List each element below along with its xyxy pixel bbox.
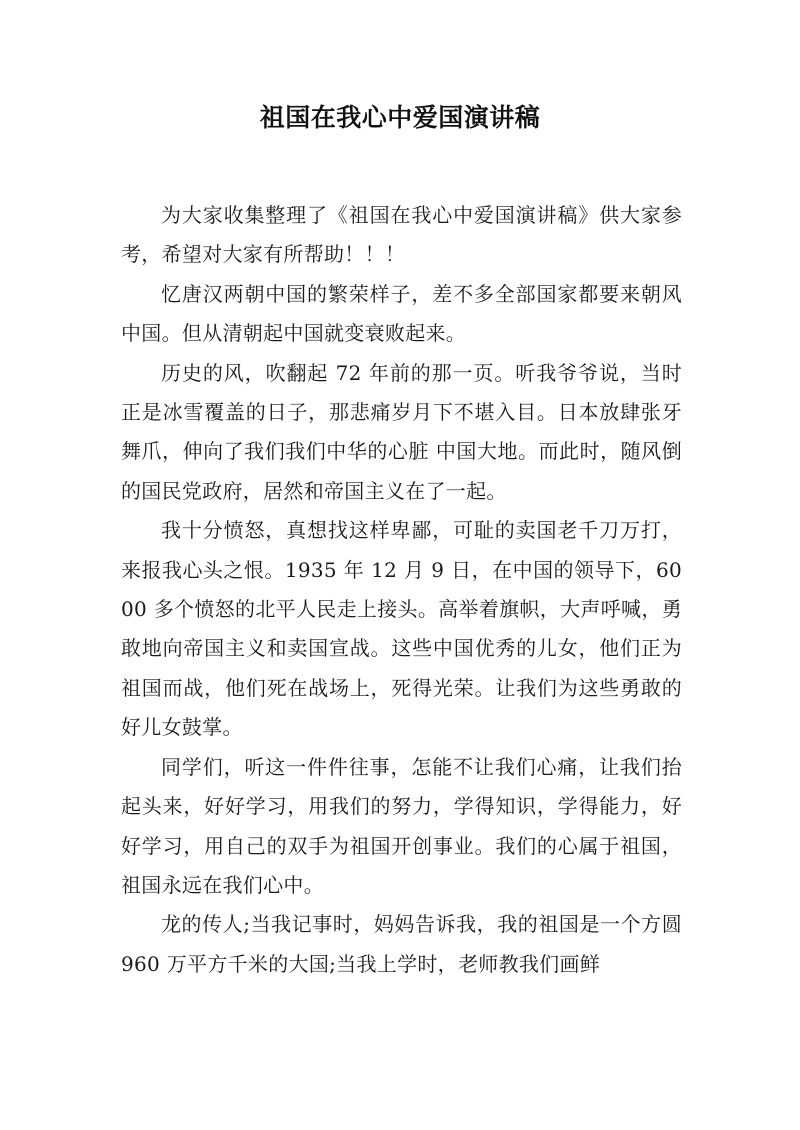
- paragraph-intro: 为大家收集整理了《祖国在我心中爱国演讲稿》供大家参考，希望对大家有所帮助！！！: [121, 203, 682, 267]
- paragraph-anger: 我十分愤怒，真想找这样卑鄙，可耻的卖国老千刀万打，来报我心头之恨。1935 年 12 月 9 日，在中国的领导下，6000 多个愤怒的北平人民走上接头。高举着旗帜，大声呼喊，勇敢地向帝国主义和卖国宣战。这些中国优秀的儿女，他们正为祖国而战，他们死在战场上，死得光荣。让我们为这些勇敢的好儿女鼓掌。: [121, 518, 682, 740]
- paragraph-classmates: 同学们，听这一件件往事，怎能不让我们心痛，让我们抬起头来，好好学习，用我们的努力，学得知识，学得能力，好好学习，用自己的双手为祖国开创事业。我们的心属于祖国，祖国永远在我们心中。: [121, 754, 682, 897]
- document-body: [121, 196, 682, 984]
- document-title: 祖国在我心中爱国演讲稿: [259, 103, 541, 132]
- paragraph-history: 历史的风，吹翻起 72 年前的那一页。听我爷爷说，当时正是冰雪覆盖的日子，那悲痛岁月下不堪入目。日本放肆张牙舞爪，伸向了我们我们中华的心脏 中国大地。而此时，随风倒的国民党政府，居然和帝国主义在了一起。: [121, 360, 682, 503]
- paragraph-tang-han: 忆唐汉两朝中国的繁荣样子，差不多全部国家都要来朝风中国。但从清朝起中国就变衰败起来。: [121, 281, 682, 346]
- paragraph-dragon: 龙的传人;当我记事时，妈妈告诉我，我的祖国是一个方圆 960 万平方千米的大国;当我上学时，老师教我们画鲜: [121, 912, 682, 976]
